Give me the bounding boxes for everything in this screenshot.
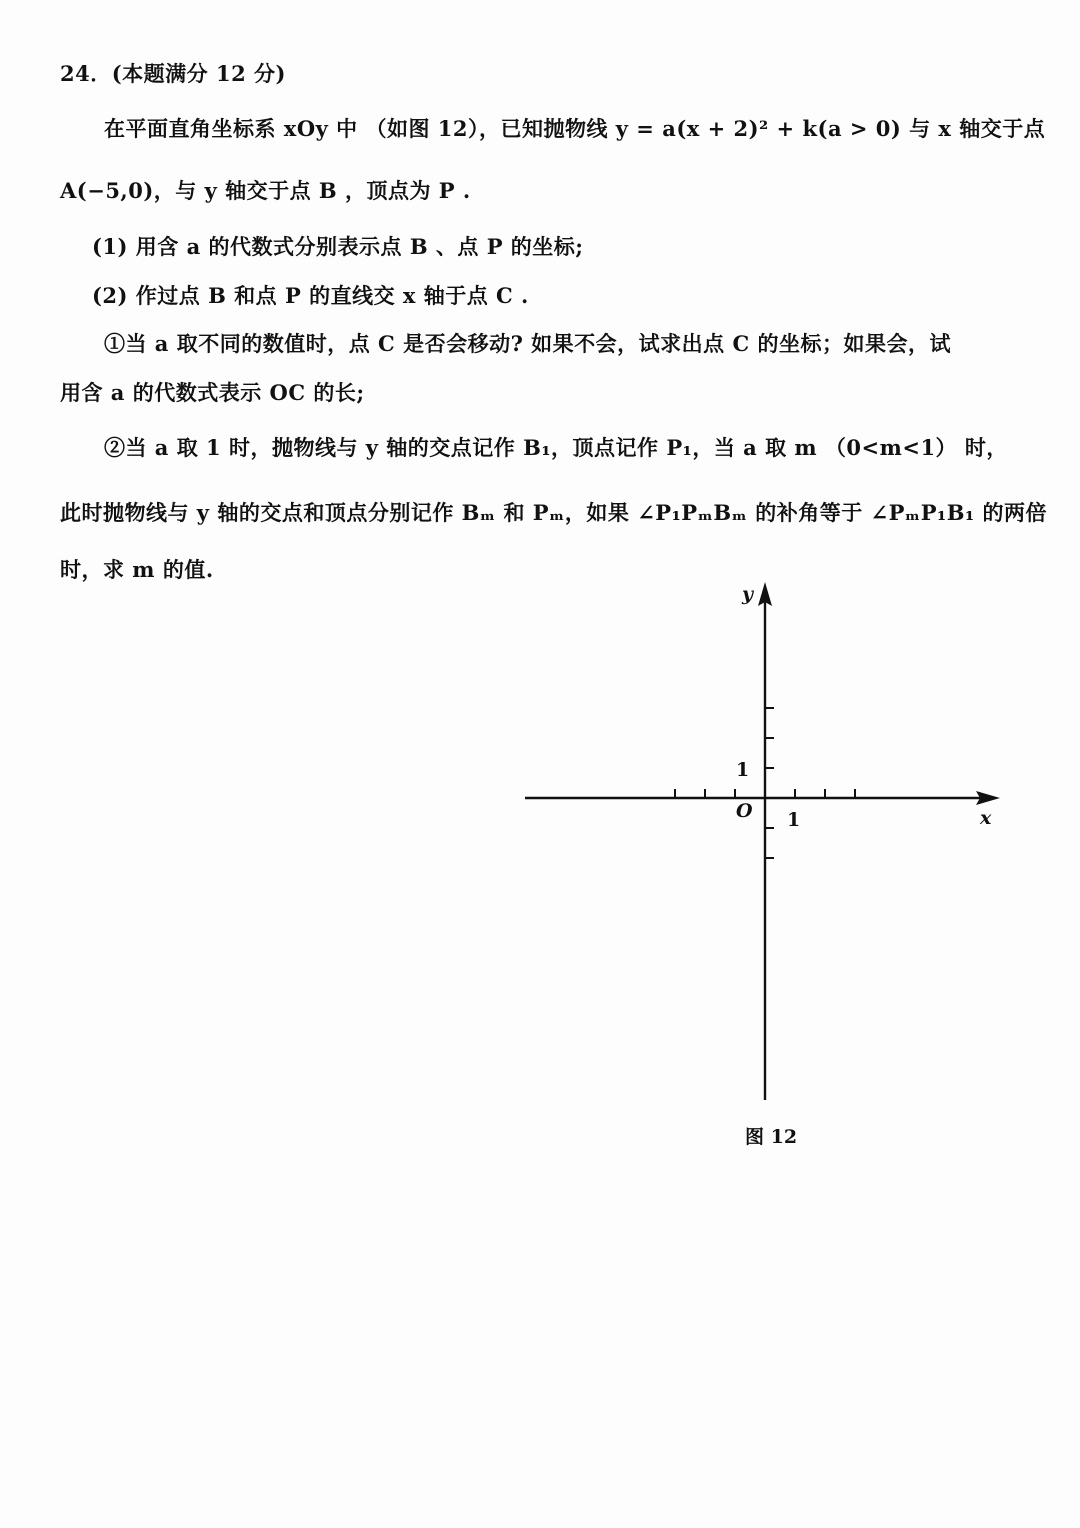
figure-caption: 图 12 [745,1126,798,1148]
subquestion-1: (1) 用含 a 的代数式分别表示点 B 、点 P 的坐标; [92,234,584,259]
y-unit-label: 1 [736,759,750,781]
origin-label: O [736,800,753,822]
question-header: 24．(本题满分 12 分) [60,61,286,86]
y-ticks [765,708,774,858]
subquestion-2-part-2-end: 时，求 m 的值. [60,557,214,582]
subquestion-2-part-1-cont: 用含 a 的代数式表示 OC 的长; [60,380,365,405]
y-axis-label: y [742,583,754,605]
subquestion-2-part-2-cont: 此时抛物线与 y 轴的交点和顶点分别记作 Bₘ 和 Pₘ，如果 ∠P₁PₘBₘ 的补角等于 ∠PₘP₁B₁ 的两倍 [60,500,1047,525]
x-unit-label: 1 [787,809,801,831]
x-axis-label: x [980,807,992,829]
problem-text-line-1: 在平面直角坐标系 xOy 中 （如图 12），已知抛物线 y = a(x + 2)² + k(a > 0) 与 x 轴交于点 [104,116,1046,141]
subquestion-2-part-1: ①当 a 取不同的数值时，点 C 是否会移动? 如果不会，试求出点 C 的坐标；如果会，试 [104,331,952,356]
subquestion-2-part-2: ②当 a 取 1 时，抛物线与 y 轴的交点记作 B₁，顶点记作 P₁，当 a 取 m （0<m<1） 时， [104,435,1008,460]
problem-text-line-2: A(−5,0)，与 y 轴交于点 B ，顶点为 P . [60,178,471,203]
subquestion-2: (2) 作过点 B 和点 P 的直线交 x 轴于点 C . [92,283,529,308]
